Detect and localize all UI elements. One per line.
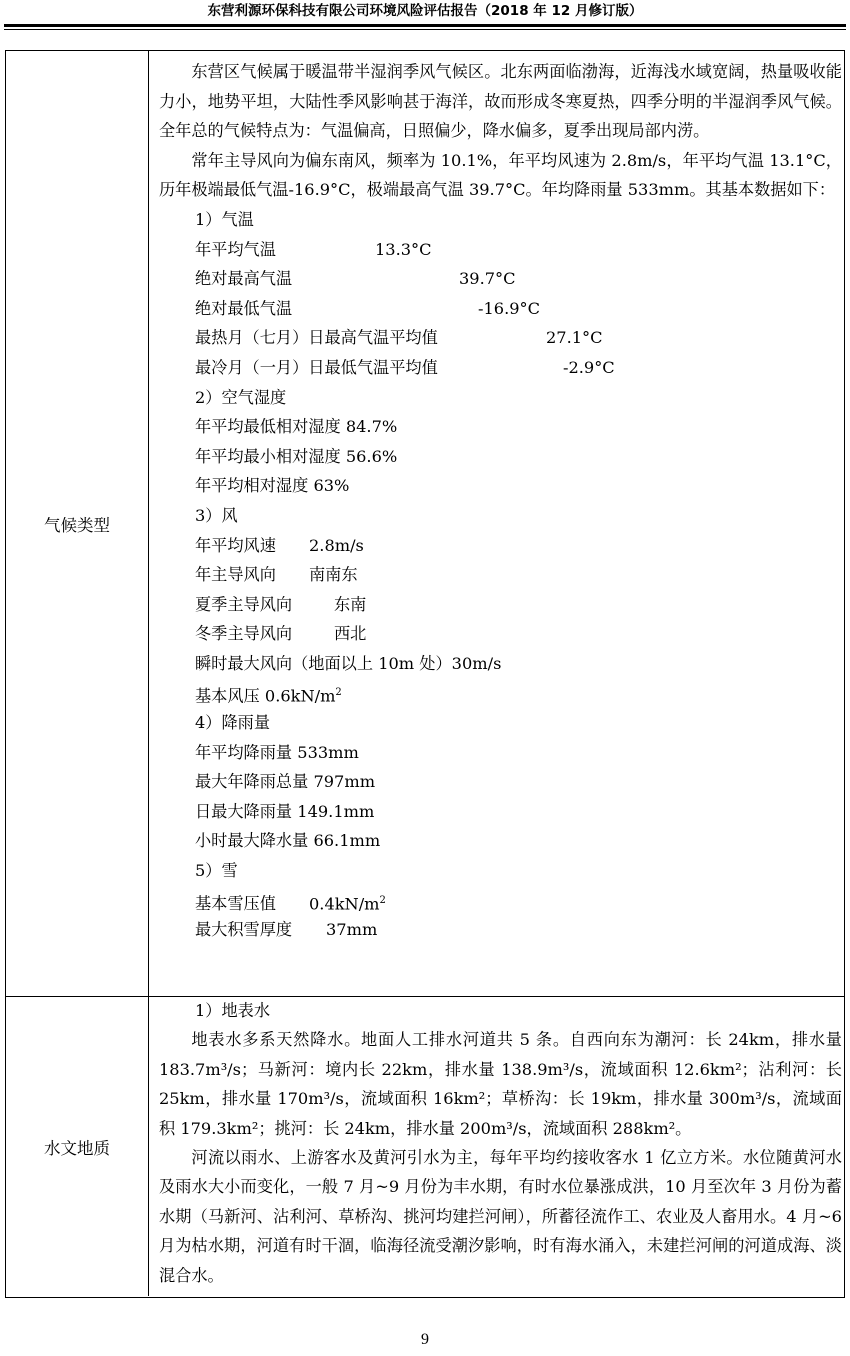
page-number: 9 [421,1331,429,1348]
wind-row [159,590,842,620]
rain-item: 最大年降雨总量 797mm [195,772,376,792]
wind-pressure-item: 基本风压 $0.6kN/m^2$ [195,686,342,706]
header-rule-thick [4,24,846,27]
snow-pressure-value: 0.4kN/m [309,894,380,914]
report-header-title: 东营利源环保科技有限公司环境风险评估报告（2018 年 12 月修订版） [207,3,643,19]
humidity-item: 年平均相对湿度 63% [195,476,350,496]
temperature-row [159,323,842,353]
temperature-label: 绝对最低气温 [195,298,293,318]
river-regime-paragraph: 河流以雨水、上游客水及黄河引水为主，每年平均约接收客水 1 亿立方米。水位随黄河水及雨水大小而变化，一般 7 月~9 月份为丰水期，有时水位暴涨成洪，10 月至次年 3 月份为蓄水期（马新河、沾利河、草桥沟、挑河均建拦河闸），所蓄径流作工、农业及人畜用水。4 月~6 月为枯水期，河道有时干涸，临海径流受潮汐影响，时有海水涌入，未建拦河闸的河道成海、淡混合水。 [159,1148,842,1285]
wind-row [159,619,842,649]
wind-label: 年主导风向 [195,565,276,585]
wind-row [159,560,842,590]
column-divider [148,997,149,1296]
climate-summary-paragraph: 常年主导风向为偏东南风，频率为 10.1%，年平均风速为 2.8m/s，年平均气温 13.1°C，历年极端最低气温-16.9°C，极端最高气温 39.7°C。年均降雨量 533mm。其基本数据如下： [159,150,842,200]
header-rule-thin [4,29,846,30]
rain-item: 年平均降雨量 533mm [195,742,359,762]
surface-water-heading: 1）地表水 [195,1001,271,1020]
wind-value: 东南 [334,594,367,614]
climate-intro-paragraph: 东营区气候属于暖温带半湿润季风气候区。北东两面临渤海，近海浅水域宽阔，热量吸收能力小，地势平坦，大陆性季风影响甚于海洋，故而形成冬寒夏热，四季分明的半湿润季风气候。全年总的气候特点为：气温偏高，日照偏少，降水偏多，夏季出现局部内涝。 [159,62,842,141]
info-table [5,50,845,1298]
temperature-label: 最热月（七月）日最高气温平均值 [195,328,438,348]
temperature-value: 27.1°C [546,328,603,348]
snow-pressure-label: 基本雪压值 [195,894,276,914]
temperature-label: 绝对最高气温 [195,269,293,289]
rain-item: 小时最大降水量 66.1mm [195,831,381,851]
hydro-row [6,997,844,1296]
wind-label: 年平均风速 [195,535,276,555]
temperature-label: 年平均气温 [195,239,276,259]
wind-value: 2.8m/s [309,535,364,555]
temperature-row [159,264,842,294]
wind-value: 西北 [334,624,367,644]
column-divider [148,51,149,996]
snow-row [159,915,842,945]
snow-depth-value: 37mm [326,920,378,940]
hydro-content [159,996,842,1290]
climate-row [6,51,844,997]
surface-water-paragraph: 地表水多系天然降水。地面人工排水河道共 5 条。自西向东为潮河：长 24km，排水量 183.7m³/s；马新河：境内长 22km，排水量 138.9m³/s，流域面积 12.6km²；沾利河：长 25km，排水量 170m³/s，流域面积 16km²；草桥沟：长 19km，排水量 300m³/s，流域面积 179.3km²；挑河：长 24km，排水量 200m³/s，流域面积 288km²。 [159,1030,842,1138]
snow-row: 基本雪压值 $0.4kN/m^2$ [159,886,842,916]
humidity-heading: 2）空气湿度 [195,387,287,407]
wind-value: 南南东 [309,565,358,585]
rain-heading: 4）降雨量 [195,713,271,733]
wind-row [159,531,842,561]
wind-heading: 3）风 [195,505,238,525]
temperature-value: -16.9°C [478,298,540,318]
climate-label: 气候类型 [44,515,110,535]
hydro-label: 水文地质 [44,1138,110,1158]
temperature-row [159,235,842,265]
humidity-item: 年平均最小相对湿度 56.6% [195,446,398,466]
temperature-label: 最冷月（一月）日最低气温平均值 [195,357,438,377]
temperature-heading: 1）气温 [195,209,254,229]
temperature-value: 39.7°C [459,269,516,289]
climate-content [159,57,842,945]
temperature-value: 13.3°C [375,239,432,259]
wind-label: 夏季主导风向 [195,594,293,614]
rain-item: 日最大降雨量 149.1mm [195,801,375,821]
temperature-row [159,294,842,324]
snow-depth-label: 最大积雪厚度 [195,920,293,940]
temperature-row [159,353,842,383]
wind-label: 冬季主导风向 [195,624,293,644]
temperature-value: -2.9°C [563,357,615,377]
wind-max-item: 瞬时最大风向（地面以上 10m 处）30m/s [195,653,502,673]
humidity-item: 年平均最低相对湿度 84.7% [195,417,398,437]
snow-heading: 5）雪 [195,861,238,881]
